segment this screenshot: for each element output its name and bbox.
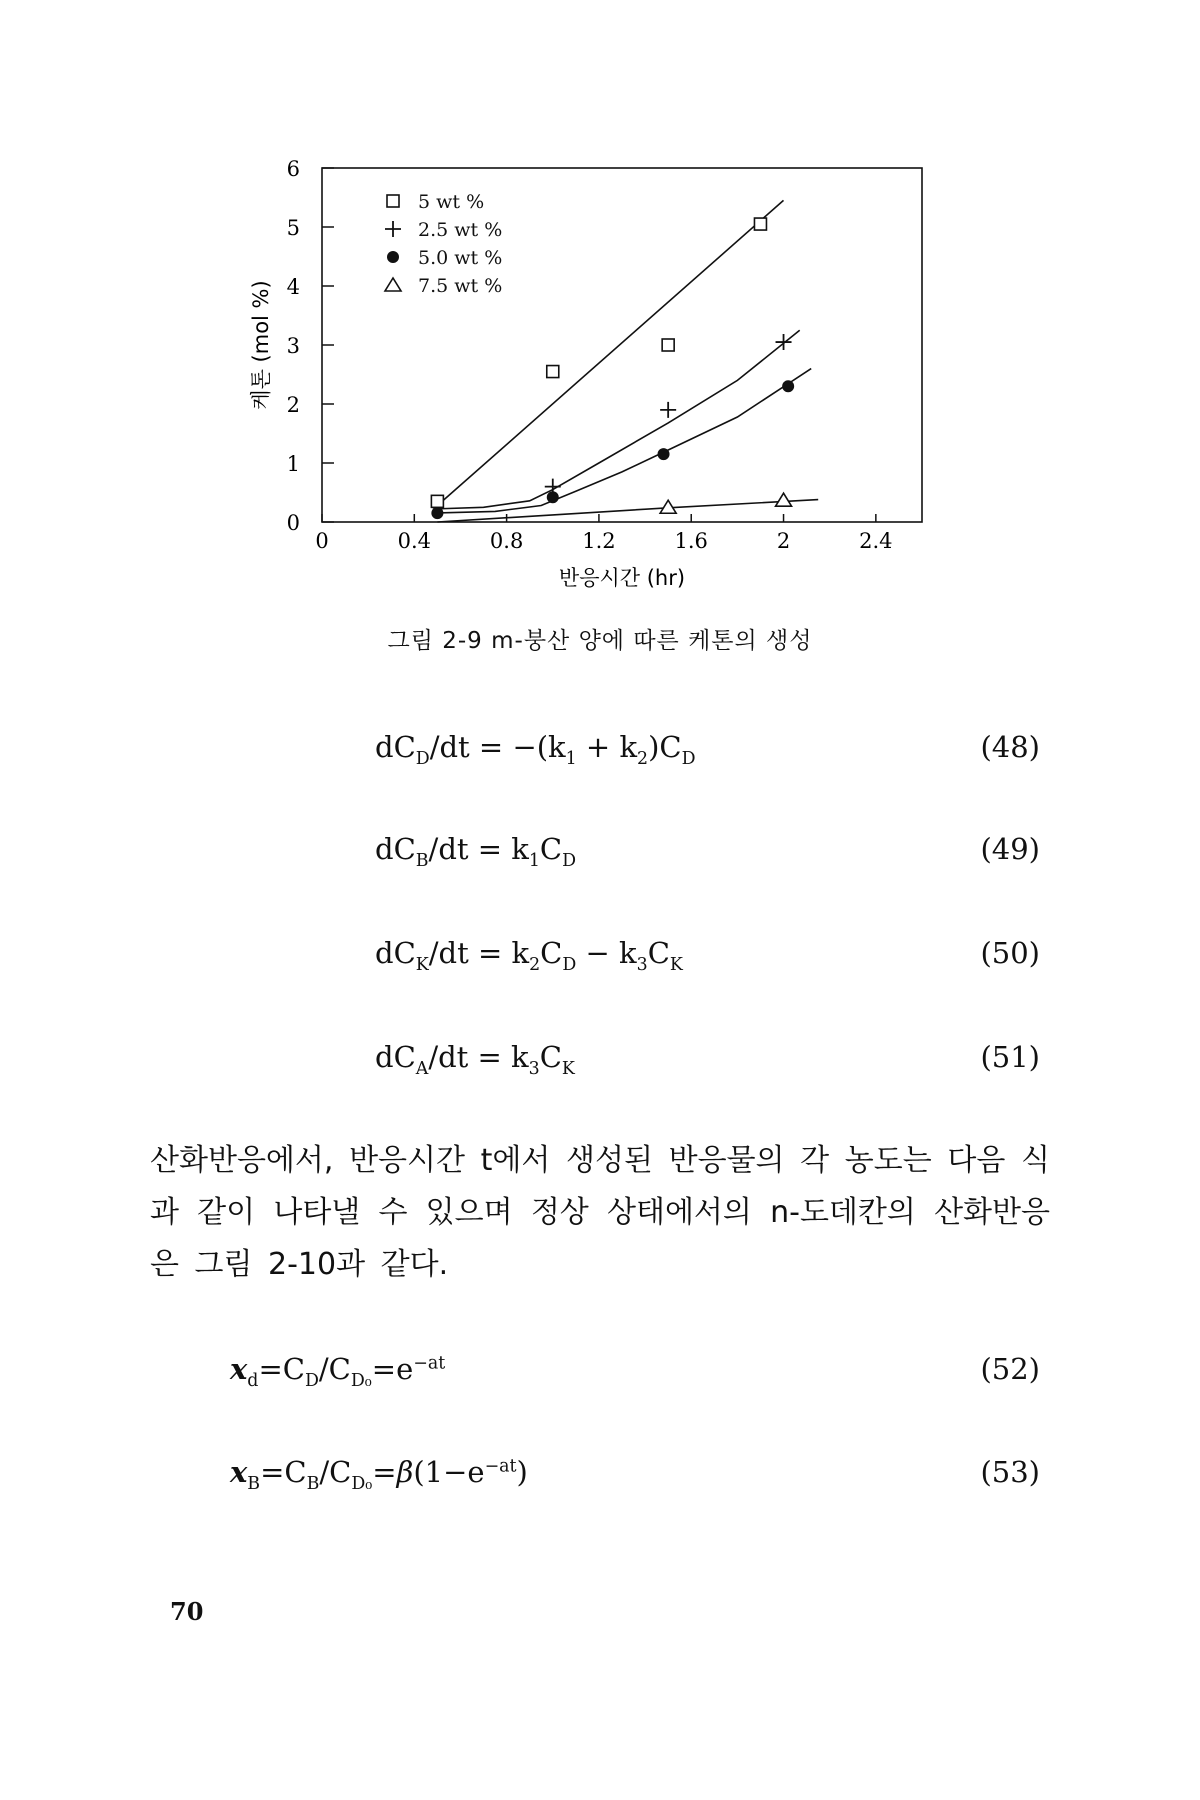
data-point <box>754 218 766 230</box>
page-number: 70 <box>170 1597 204 1626</box>
equation-52 <box>0 1352 1200 1392</box>
legend-label: 7.5 wt % <box>418 275 503 297</box>
legend-marker <box>385 221 401 237</box>
equation-48-number: (48) <box>980 730 1040 764</box>
y-tick-label: 2 <box>286 393 300 417</box>
equation-50 <box>0 936 1200 976</box>
x-tick-label: 0.4 <box>397 529 432 553</box>
legend-marker <box>387 251 399 263</box>
equation-52-formula: $x_d=C_D/C_{D_0}=e^{-at}$ <box>230 1352 446 1391</box>
x-tick-label: 1.6 <box>674 529 708 553</box>
data-point <box>776 493 792 506</box>
chart-x-label: 반응시간 (hr) <box>558 566 686 590</box>
equation-49-number: (49) <box>980 832 1040 866</box>
equation-52-number: (52) <box>980 1352 1040 1386</box>
chart-y-label: 케톤 (mol %) <box>249 280 273 410</box>
equation-49-formula: $dC_B/dt = k_1C_D$ <box>375 832 577 871</box>
y-tick-label: 6 <box>286 157 300 181</box>
figure-caption: 그림 2-9 m-붕산 양에 따른 케톤의 생성 <box>387 628 813 654</box>
legend-label: 2.5 wt % <box>418 219 503 241</box>
y-tick-label: 3 <box>286 334 300 358</box>
x-tick-label: 0.8 <box>489 529 524 553</box>
legend-marker <box>385 278 401 291</box>
legend-label: 5 wt % <box>418 191 485 213</box>
y-tick-label: 1 <box>286 452 300 476</box>
equation-50-number: (50) <box>980 936 1040 970</box>
y-tick-label: 5 <box>286 216 300 240</box>
equation-53-number: (53) <box>980 1455 1040 1489</box>
data-point <box>431 495 443 507</box>
equation-53 <box>0 1455 1200 1495</box>
y-tick-label: 0 <box>286 511 300 535</box>
data-point <box>658 448 670 460</box>
x-tick-label: 0 <box>315 529 329 553</box>
equation-50-formula: $dC_K/dt = k_2C_D - k_3C_K$ <box>375 936 683 975</box>
x-tick-label: 2.4 <box>859 529 893 553</box>
equation-51 <box>0 1040 1200 1080</box>
data-point <box>782 380 794 392</box>
body-paragraph: 산화반응에서, 반응시간 t에서 생성된 반응물의 각 농도는 다음 식과 같이 나타낼 수 있으며 정상 상태에서의 n-도데칸의 산화반응은 그림 2-10과 같다. <box>150 1143 1050 1282</box>
ketone-formation-chart <box>0 0 1200 600</box>
y-tick-label: 4 <box>286 275 300 299</box>
x-tick-label: 2 <box>776 529 791 553</box>
data-point <box>547 491 559 503</box>
data-point <box>547 366 559 378</box>
series-curve <box>433 330 800 509</box>
chart-legend <box>385 191 502 297</box>
equation-48-formula: $dC_D/dt = -(k_1 + k_2)C_D$ <box>375 730 696 769</box>
equation-49 <box>0 832 1200 872</box>
series-curve <box>433 369 811 513</box>
data-point <box>660 402 676 418</box>
equation-48 <box>0 730 1200 770</box>
data-point <box>662 339 674 351</box>
equation-51-number: (51) <box>980 1040 1040 1074</box>
data-point <box>431 507 443 519</box>
equation-51-formula: $dC_A/dt = k_3C_K$ <box>375 1040 575 1079</box>
x-tick-label: 1.2 <box>582 529 616 553</box>
legend-label: 5.0 wt % <box>418 247 503 269</box>
equation-53-formula: $x_B=C_B/C_{D_0}=\beta(1-e^{-at})$ <box>230 1455 528 1494</box>
legend-marker <box>387 195 399 207</box>
plot-frame <box>322 168 922 522</box>
